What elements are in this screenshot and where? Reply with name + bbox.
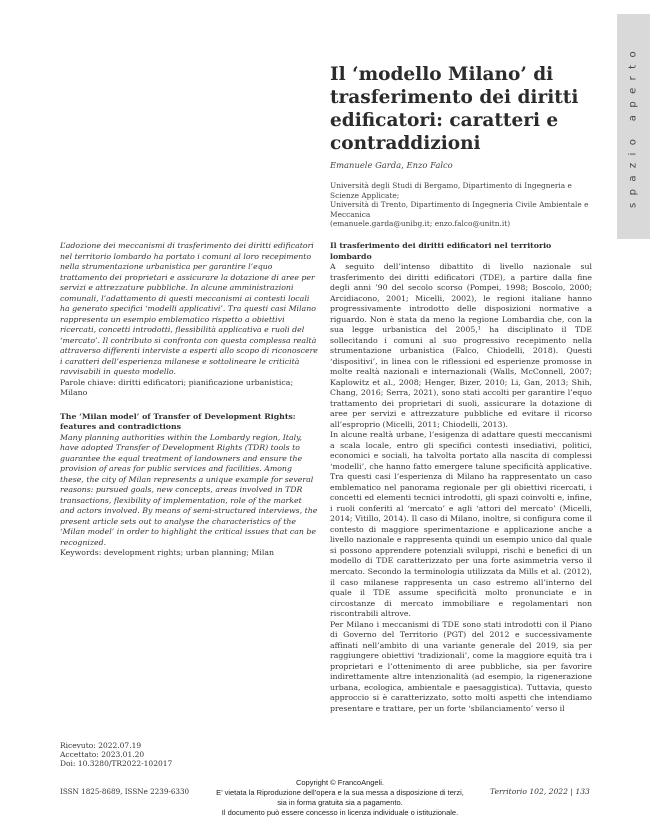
copyright-line: E’ vietata la Riproduzione dell’opera e la sua messa a disposizione di terzi, — [216, 788, 464, 797]
authors: Emanuele Garda, Enzo Falco — [330, 160, 453, 170]
body-paragraph: In alcune realtà urbane, l’esigenza di adattare questi meccanismi a scala locale, entro gli specifici contesti insediativi, politici, economici e sociali, ha talvolta portato alla nascita di complessi ‘modelli’, che hanno fatto emergere talune specificità applicative. Tra questi casi l’esperienza di Milano ha rappresentato un caso emblematico nel panorama regionale per gli obiettivi ricercati, i concetti ed elementi tecnici introdotti, gli spazi coinvolti e, infine, i ruoli conferiti al ‘mercato’ e agli ‘attori del mercato’ (Micelli, 2014; Vitillo, 2014). Il caso di Milano, inoltre, si configura come il contesto di maggiore sperimentazione e applicazione anche a livello nazionale e rappresenta quindi un esempio unico dal quale si possono apprendere potenziali sviluppi, rischi e benefici di un modello di TDE caratterizzato per una forte asimmetria verso il mercato. Secondo la terminologia utilizzata da Mills et al. (2012), il caso milanese rappresenta un caso estremo all’interno del quale il TDE assume specificità molto pronunciate e in circostanze di mercato immobiliare e regolamentari non riscontrabili altrove. — [330, 430, 592, 619]
abstract-english: Many planning authorities within the Lombardy region, Italy, have adopted Transfer of Development Rights (TDR) tools to guarantee the equal treatment of landowners and ensure the provision of areas for public services and facilities. Among these, the city of Milan represents a unique example for several reasons: pursued goals, new concepts, areas involved in TDR transactions, flexibility of implementation, role of the market and actors involved. By means of semi-structured interviews, the present article sets out to analyse the characteristics of the ‘Milan model’ in order to highlight the critical issues that can be recognized. — [60, 432, 318, 547]
copyright-line: sia in forma gratuita sia a pagamento. — [277, 798, 403, 807]
body-paragraph: A seguito dell’intenso dibattito di livello nazionale sul trasferimento dei diritti edificatori (TDE), a partire dalla fine degli anni ’90 del secolo scorso (Pompei, 1998; Boscolo, 2000; Arcidiacono, 2001; Micelli, 2002), le regioni italiane hanno progressivamente introdotto delle disposizioni normative a riguardo. Non è stata da meno la regione Lombardia che, con la sua legge urbanistica del 2005,¹ ha disciplinato il TDE sollecitando i comuni al suo progressivo recepimento nella strumentazione urbanistica (Falco, Chiodelli, 2018). Questi ‘dispositivi’, in linea con le riflessioni ed esperienze promosse in molte realtà nazionali e internazionali (Walls, McConnell, 2007; Kaplowitz et al., 2008; Henger, Bizer, 2010; Li, Gan, 2013; Shih, Chang, 2016; Serra, 2021), sono stati accolti per garantire l’equo trattamento dei proprietari di suoli, assicurare la dotazione di aree per servizi e attrezzature pubbliche ed evitare il ricorso all’esproprio (Micelli, 2011; Chiodelli, 2013). — [330, 262, 592, 429]
abstract-column — [60, 241, 318, 559]
article-title: Il ‘modello Milano’ di trasferimento dei diritti edificatori: caratteri e contraddizioni — [330, 64, 579, 154]
affiliation-line: Università di Trento, Dipartimento di Ingegneria Civile Ambientale e Meccanica — [330, 200, 589, 219]
journal-page-reference: Territorio 102, 2022 | 133 — [490, 787, 590, 796]
affiliation-line: Università degli Studi di Bergamo, Dipartimento di Ingegneria e Scienze Applicate; — [330, 181, 572, 200]
body-paragraph: Per Milano i meccanismi di TDE sono stati introdotti con il Piano di Governo del Territorio (PGT) del 2012 e successivamente affinati nell’ambito di una variante generale del 2019, sia per raggiungere obiettivi ‘tradizionali’, come la maggiore equità tra i proprietari e l’ottenimento di aree pubbliche, sia per favorire indirettamente altre intenzionalità (ad esempio, la rigenerazione urbana, ecologica, ambientale e paesaggistica). Tuttavia, questo approccio si è caratterizzato, sotto molti aspetti che intendiamo presentare e trattare, per un forte ‘sbilanciamento’ verso il — [330, 619, 592, 713]
section-heading: Il trasferimento dei diritti edificatori nel territorio lombardo — [330, 241, 552, 261]
body-column — [330, 241, 592, 714]
affiliations — [330, 181, 600, 229]
doi: Doi: 10.3280/TR2022-102017 — [60, 759, 173, 769]
copyright-line: Copyright © FrancoAngeli. — [295, 778, 385, 787]
section-side-tab — [617, 14, 650, 239]
english-title: The ‘Milan model’ of Transfer of Development Rights: features and contradictions — [60, 411, 296, 431]
abstract-italian: L’adozione dei meccanismi di trasferimento dei diritti edificatori nel territorio lombardo ha portato i comuni al loro recepimento nella strumentazione urbanistica per garantire l’equo trattamento dei proprietari e assicurare la dotazione di aree per servizi e attrezzature pubbliche. In alcune amministrazioni comunali, l’adattamento di questi meccanismi ai contesti locali ha generato specifici ‘modelli applicativi’. Tra questi casi Milano rappresenta un esempio emblematico rispetto a obiettivi ricercati, concetti introdotti, flessibilità applicativa e ruoli del ‘mercato’. Il contributo si confronta con questa complessa realtà attraverso differenti interviste a esperti allo scopo di riconoscere i caratteri dell’esperienza milanese e sottolineare le criticità ravvisabili in questo modello. — [60, 241, 318, 376]
copyright-line: Il documento può essere concesso in licenza individuale o istituzionale. — [221, 808, 459, 817]
keywords-italian: Parole chiave: diritti edificatori; pianificazione urbanistica; Milano — [60, 377, 294, 397]
section-label: spazio aperto — [627, 44, 639, 208]
received-date: Ricevuto: 2022.07.19 — [60, 741, 142, 750]
copyright-notice — [162, 778, 518, 818]
author-emails: (emanuele.garda@unibg.it; enzo.falco@unitn.it) — [330, 219, 511, 229]
accepted-date: Accettato: 2023.01.20 — [60, 750, 145, 760]
issn: ISSN 1825-8689, ISSNe 2239-6330 — [60, 787, 190, 796]
keywords-english: Keywords: development rights; urban planning; Milan — [60, 548, 275, 557]
publication-dates — [60, 741, 172, 769]
